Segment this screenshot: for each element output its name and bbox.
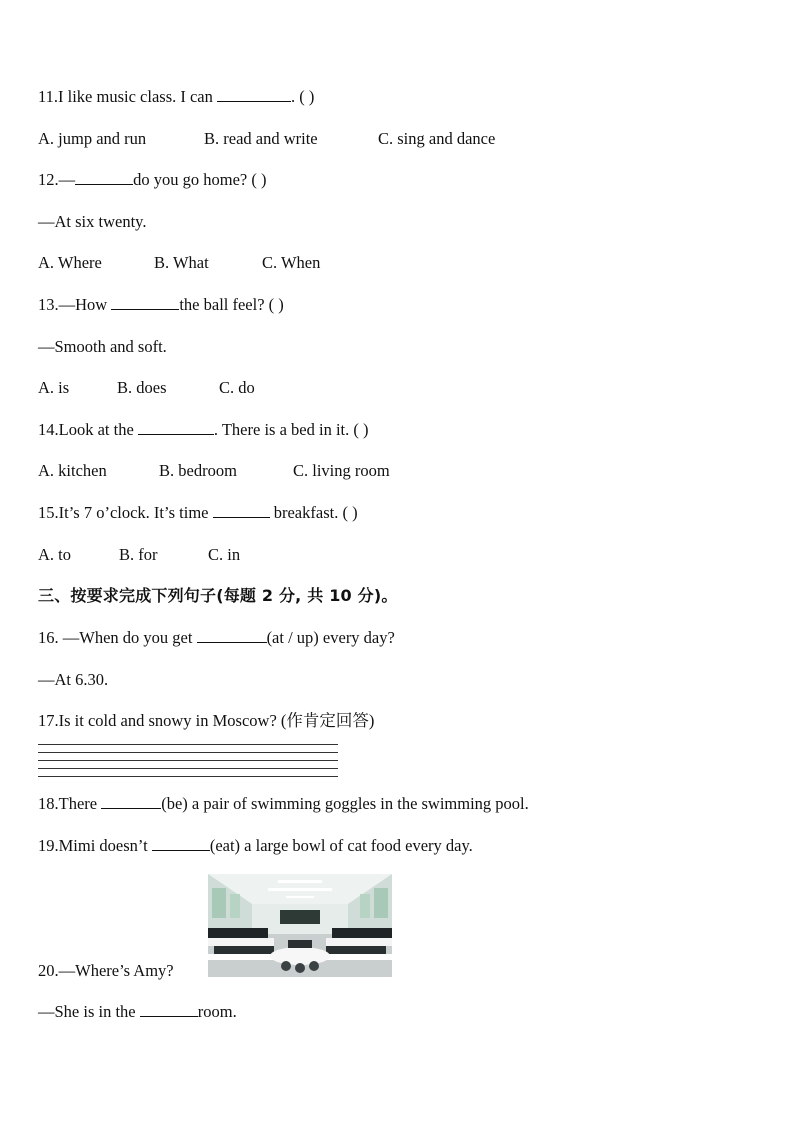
question-18: 18.There (be) a pair of swimming goggles in the swimming pool. (38, 794, 529, 813)
option-c[interactable]: C. When (262, 253, 321, 272)
question-15-options (38, 544, 240, 566)
question-14: 14.Look at the . There is a bed in it. ( ) (38, 420, 369, 439)
option-b[interactable]: B. What (154, 253, 209, 272)
question-12-answer: —At six twenty. (38, 212, 147, 231)
question-13-options (38, 377, 255, 399)
answer-blank[interactable] (197, 627, 267, 643)
option-c[interactable]: C. do (219, 378, 255, 397)
writing-line[interactable] (38, 768, 338, 769)
answer-blank[interactable] (217, 86, 291, 102)
option-b[interactable]: B. for (119, 545, 158, 564)
option-c[interactable]: C. living room (293, 461, 390, 480)
question-11-options (38, 128, 495, 150)
section-3-heading: 三、按要求完成下列句子(每题 2 分, 共 10 分)。 (38, 586, 398, 605)
writing-line[interactable] (38, 744, 338, 745)
answer-blank[interactable] (75, 169, 133, 185)
answer-blank[interactable] (111, 294, 179, 310)
writing-line[interactable] (38, 776, 338, 777)
question-20: 20.—Where’s Amy? (38, 961, 174, 980)
question-13: 13.—How the ball feel? ( ) (38, 295, 284, 314)
option-a[interactable]: A. is (38, 378, 70, 397)
question-20-answer: —She is in the room. (38, 1002, 237, 1021)
answer-blank[interactable] (152, 835, 210, 851)
option-c[interactable]: C. sing and dance (378, 129, 496, 148)
writing-line[interactable] (38, 752, 338, 753)
option-a[interactable]: A. to (38, 545, 71, 564)
question-17: 17.Is it cold and snowy in Moscow? (作肯定回答) (38, 711, 375, 730)
option-c[interactable]: C. in (208, 545, 241, 564)
question-11: 11.I like music class. I can . ( ) (38, 87, 315, 106)
question-12: 12.— do you go home? ( ) (38, 170, 267, 189)
answer-blank[interactable] (138, 419, 214, 435)
question-16: 16. —When do you get (at / up) every day? (38, 628, 395, 647)
computer-room-illustration (208, 874, 392, 977)
question-13-answer: —Smooth and soft. (38, 337, 167, 356)
question-19: 19.Mimi doesn’t (eat) a large bowl of cat food every day. (38, 836, 473, 855)
computer-room-picture (208, 874, 392, 977)
answer-blank[interactable] (140, 1001, 198, 1017)
question-14-options (38, 460, 390, 482)
option-b[interactable]: B. does (117, 378, 167, 397)
option-a[interactable]: A. kitchen (38, 461, 107, 480)
option-a[interactable]: A. jump and run (38, 129, 147, 148)
question-15: 15.It’s 7 o’clock. It’s time breakfast. ( ) (38, 503, 358, 522)
question-16-answer: —At 6.30. (38, 670, 109, 689)
option-a[interactable]: A. Where (38, 253, 102, 272)
answer-blank[interactable] (101, 793, 161, 809)
answer-blank[interactable] (213, 502, 270, 518)
writing-line[interactable] (38, 760, 338, 761)
option-b[interactable]: B. read and write (204, 129, 318, 148)
question-12-options (38, 252, 320, 274)
option-b[interactable]: B. bedroom (159, 461, 237, 480)
